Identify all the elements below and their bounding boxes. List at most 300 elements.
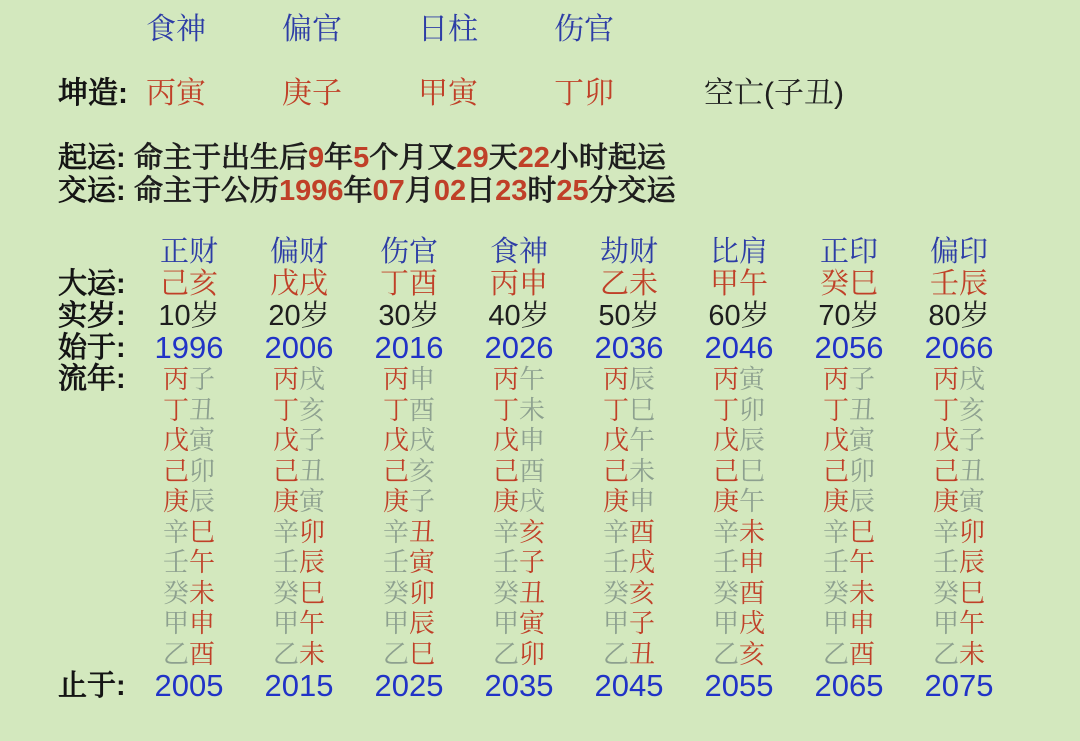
liunian-branch: 辰 (299, 547, 326, 577)
liunian-branch: 申 (629, 486, 656, 516)
liunian-pillar-1-3 (244, 456, 354, 487)
shiyu-year-4: 2036 (594, 330, 664, 365)
liunian-branch: 子 (409, 486, 436, 516)
liunian-stem: 乙 (492, 638, 519, 669)
liunian-branch: 巳 (299, 577, 326, 608)
shiyu-label: 始于: (58, 332, 126, 364)
liunian-branch: 未 (849, 577, 876, 608)
liunian-pillar-7-9 (904, 639, 1014, 670)
natal-shishen-0: 食神 (146, 13, 206, 46)
liunian-stem: 己 (712, 455, 739, 486)
liunian-stem: 乙 (712, 638, 739, 669)
liunian-branch: 未 (739, 516, 766, 547)
liunian-branch: 戌 (739, 608, 766, 638)
segment-2: 年 (324, 142, 354, 174)
liunian-branch: 亥 (629, 577, 656, 608)
liunian-branch: 午 (959, 608, 986, 638)
shiyu-year-5: 2046 (704, 330, 774, 365)
liunian-stem: 丁 (382, 394, 409, 425)
liunian-pillar-4-2 (574, 425, 684, 456)
liunian-branch: 巳 (959, 577, 986, 608)
qiyun-label: 起运: (58, 142, 126, 174)
liunian-stem: 己 (932, 455, 959, 486)
liunian-branch: 申 (739, 547, 766, 577)
liunian-pillar-4-9 (574, 639, 684, 670)
liunian-branch: 卯 (849, 455, 876, 486)
liunian-pillar-4-3 (574, 456, 684, 487)
liunian-pillar-6-8 (794, 608, 904, 639)
liunian-branch: 卯 (959, 516, 986, 547)
liunian-pillar-5-0 (684, 364, 794, 395)
shisui-value-0: 10岁 (158, 300, 220, 332)
liunian-pillar-4-4 (574, 486, 684, 517)
liunian-pillar-5-3 (684, 456, 794, 487)
liunian-stem: 庚 (712, 486, 739, 516)
liunian-stem: 甲 (932, 608, 959, 638)
liunian-pillar-3-9 (464, 639, 574, 670)
liunian-stem: 癸 (382, 577, 409, 608)
zhiyu-year-3: 2035 (484, 668, 554, 703)
liunian-pillar-2-9 (354, 639, 464, 670)
segment-4: 个月又 (369, 142, 457, 174)
segment-6: 天 (488, 142, 518, 174)
liunian-pillar-5-2 (684, 425, 794, 456)
liunian-branch: 午 (519, 364, 546, 394)
liunian-pillar-0-0 (134, 364, 244, 395)
liunian-pillar-6-1 (794, 395, 904, 426)
liunian-branch: 寅 (189, 425, 216, 455)
dayun-pillar-0: 己亥 (159, 268, 218, 300)
liunian-branch: 寅 (519, 608, 546, 638)
zhiyu-year-6: 2065 (814, 668, 884, 703)
liunian-branch: 午 (189, 547, 216, 577)
liunian-branch: 午 (739, 486, 766, 516)
shisui-row (0, 300, 1080, 332)
zhiyu-label: 止于: (58, 670, 126, 702)
liunian-pillar-3-7 (464, 578, 574, 609)
liunian-pillar-4-7 (574, 578, 684, 609)
segment-7: 23 (495, 175, 528, 207)
liunian-branch: 子 (519, 547, 546, 577)
liunian-branch: 申 (409, 364, 436, 394)
liunian-pillar-5-9 (684, 639, 794, 670)
liunian-branch: 辰 (849, 486, 876, 516)
liunian-stem: 庚 (932, 486, 959, 516)
liunian-pillar-6-6 (794, 547, 904, 578)
liunian-branch: 子 (189, 364, 216, 394)
liunian-branch: 寅 (959, 486, 986, 516)
liunian-branch: 亥 (519, 516, 546, 547)
liunian-pillar-5-6 (684, 547, 794, 578)
liunian-pillar-3-4 (464, 486, 574, 517)
dayun-pillar-7: 壬辰 (929, 268, 988, 300)
natal-pillar-1: 庚子 (282, 77, 342, 110)
dayun-pillar-2: 丁酉 (379, 268, 438, 300)
liunian-stem: 甲 (272, 608, 299, 638)
liunian-pillar-3-5 (464, 517, 574, 548)
qiyun-text (134, 142, 666, 175)
kongwang-note: 空亡(子丑) (704, 77, 844, 110)
liunian-pillar-6-7 (794, 578, 904, 609)
liunian-pillar-6-3 (794, 456, 904, 487)
liunian-pillar-3-6 (464, 547, 574, 578)
liunian-pillar-0-4 (134, 486, 244, 517)
liunian-pillar-6-5 (794, 517, 904, 548)
liunian-branch: 子 (299, 425, 326, 455)
liunian-branch: 寅 (299, 486, 326, 516)
liunian-pillar-0-7 (134, 578, 244, 609)
segment-9: 25 (556, 175, 589, 207)
dayun-pillar-4: 乙未 (599, 268, 658, 300)
liunian-stem: 癸 (712, 577, 739, 608)
liunian-stem: 甲 (382, 608, 409, 638)
zhiyu-year-1: 2015 (264, 668, 334, 703)
liunian-pillar-1-9 (244, 639, 354, 670)
segment-5: 29 (456, 142, 489, 174)
liunian-branch: 丑 (299, 455, 326, 486)
shiyu-year-3: 2026 (484, 330, 554, 365)
liunian-branch: 午 (629, 425, 656, 455)
liunian-stem: 甲 (712, 608, 739, 638)
liunian-label: 流年: (58, 363, 126, 395)
segment-0: 命主于出生后 (134, 142, 309, 174)
zhiyu-year-4: 2045 (594, 668, 664, 703)
liunian-stem: 丁 (602, 394, 629, 425)
zhiyu-row (0, 669, 1080, 703)
liunian-pillar-3-8 (464, 608, 574, 639)
liunian-branch: 巳 (849, 516, 876, 547)
liunian-branch: 辰 (409, 608, 436, 638)
liunian-stem: 庚 (382, 486, 409, 516)
shiyu-year-7: 2066 (924, 330, 994, 365)
liunian-stem: 乙 (822, 638, 849, 669)
liunian-stem: 壬 (272, 547, 299, 577)
kunzao-label: 坤造: (58, 77, 128, 110)
liunian-branch: 辰 (959, 547, 986, 577)
liunian-column-2 (354, 364, 464, 669)
liunian-pillar-3-3 (464, 456, 574, 487)
liunian-pillar-2-6 (354, 547, 464, 578)
liunian-pillar-6-4 (794, 486, 904, 517)
liunian-branch: 亥 (739, 638, 766, 669)
liunian-pillar-3-2 (464, 425, 574, 456)
liunian-branch: 未 (959, 638, 986, 669)
natal-shishen-row (0, 0, 1080, 48)
natal-shishen-2: 日柱 (418, 13, 478, 46)
dayun-shishen-3: 食神 (489, 236, 548, 268)
liunian-stem: 戊 (602, 425, 629, 455)
natal-pillar-3: 丁卯 (554, 77, 614, 110)
liunian-stem: 甲 (822, 608, 849, 638)
liunian-branch: 寅 (739, 364, 766, 394)
liunian-pillar-1-1 (244, 395, 354, 426)
liunian-pillar-1-5 (244, 517, 354, 548)
liunian-branch: 丑 (189, 394, 216, 425)
liunian-pillar-0-3 (134, 456, 244, 487)
dayun-shishen-6: 正印 (819, 236, 878, 268)
liunian-stem: 庚 (822, 486, 849, 516)
liunian-branch: 酉 (189, 638, 216, 669)
liunian-branch: 戌 (299, 364, 326, 394)
liunian-pillar-1-0 (244, 364, 354, 395)
liunian-branch: 丑 (849, 394, 876, 425)
liunian-stem: 乙 (602, 638, 629, 669)
liunian-branch: 亥 (299, 394, 326, 425)
liunian-pillar-5-4 (684, 486, 794, 517)
liunian-stem: 戊 (822, 425, 849, 455)
liunian-pillar-4-1 (574, 395, 684, 426)
liunian-stem: 壬 (932, 547, 959, 577)
liunian-stem: 辛 (272, 516, 299, 547)
dayun-row (0, 268, 1080, 300)
liunian-stem: 丁 (272, 394, 299, 425)
liunian-stem: 己 (492, 455, 519, 486)
liunian-pillar-2-0 (354, 364, 464, 395)
natal-pillars-row (0, 76, 1080, 112)
liunian-pillar-7-4 (904, 486, 1014, 517)
liunian-stem: 戊 (382, 425, 409, 455)
liunian-stem: 戊 (492, 425, 519, 455)
jiaoyun-text (134, 175, 676, 208)
liunian-stem: 戊 (712, 425, 739, 455)
liunian-pillar-0-9 (134, 639, 244, 670)
jiaoyun-label: 交运: (58, 175, 126, 207)
dayun-shishen-5: 比肩 (709, 236, 768, 268)
shiyu-row (0, 332, 1080, 364)
liunian-stem: 丁 (932, 394, 959, 425)
liunian-stem: 辛 (932, 516, 959, 547)
shiyu-year-0: 1996 (154, 330, 224, 365)
liunian-branch: 巳 (629, 394, 656, 425)
liunian-stem: 丙 (932, 364, 959, 394)
liunian-pillar-0-1 (134, 395, 244, 426)
liunian-stem: 丁 (822, 394, 849, 425)
shiyu-year-6: 2056 (814, 330, 884, 365)
liunian-stem: 乙 (932, 638, 959, 669)
liunian-pillar-0-5 (134, 517, 244, 548)
liunian-branch: 申 (849, 608, 876, 638)
segment-8: 时 (527, 175, 557, 207)
liunian-branch: 巳 (189, 516, 216, 547)
liunian-stem: 辛 (822, 516, 849, 547)
natal-pillar-0: 丙寅 (146, 77, 206, 110)
liunian-pillar-6-0 (794, 364, 904, 395)
jiaoyun-row (0, 175, 1080, 208)
liunian-stem: 辛 (382, 516, 409, 547)
liunian-stem: 己 (382, 455, 409, 486)
liunian-branch: 丑 (959, 455, 986, 486)
natal-shishen-1: 偏官 (282, 13, 342, 46)
liunian-pillar-7-0 (904, 364, 1014, 395)
segment-5: 02 (433, 175, 467, 207)
dayun-pillar-6: 癸巳 (819, 268, 878, 300)
liunian-stem: 丁 (162, 394, 189, 425)
liunian-stem: 己 (822, 455, 849, 486)
liunian-stem: 己 (602, 455, 629, 486)
liunian-branch: 卯 (299, 516, 326, 547)
liunian-stem: 辛 (492, 516, 519, 547)
liunian-branch: 巳 (409, 638, 436, 669)
liunian-branch: 丑 (409, 516, 436, 547)
liunian-stem: 癸 (492, 577, 519, 608)
liunian-column-7 (904, 364, 1014, 669)
liunian-stem: 壬 (162, 547, 189, 577)
segment-2: 年 (343, 175, 373, 207)
liunian-stem: 戊 (932, 425, 959, 455)
liunian-pillar-1-4 (244, 486, 354, 517)
liunian-branch: 未 (299, 638, 326, 669)
liunian-pillar-7-1 (904, 395, 1014, 426)
zhiyu-year-0: 2005 (154, 668, 224, 703)
liunian-branch: 子 (849, 364, 876, 394)
liunian-stem: 癸 (272, 577, 299, 608)
natal-shishen-3: 伤官 (554, 13, 614, 46)
liunian-pillar-0-2 (134, 425, 244, 456)
zhiyu-year-5: 2055 (704, 668, 774, 703)
liunian-pillar-3-0 (464, 364, 574, 395)
liunian-pillar-2-2 (354, 425, 464, 456)
liunian-stem: 庚 (272, 486, 299, 516)
liunian-pillar-2-5 (354, 517, 464, 548)
liunian-stem: 癸 (822, 577, 849, 608)
liunian-branch: 酉 (849, 638, 876, 669)
liunian-stem: 丙 (382, 364, 409, 394)
liunian-branch: 戌 (519, 486, 546, 516)
liunian-branch: 子 (629, 608, 656, 638)
liunian-pillar-5-5 (684, 517, 794, 548)
liunian-branch: 未 (629, 455, 656, 486)
liunian-stem: 壬 (382, 547, 409, 577)
liunian-stem: 丙 (492, 364, 519, 394)
segment-7: 22 (517, 142, 550, 174)
liunian-branch: 卯 (519, 638, 546, 669)
liunian-branch: 巳 (739, 455, 766, 486)
liunian-pillar-7-7 (904, 578, 1014, 609)
shiyu-year-2: 2016 (374, 330, 444, 365)
dayun-label: 大运: (58, 268, 126, 300)
dayun-shishen-7: 偏印 (929, 236, 988, 268)
dayun-pillar-5: 甲午 (709, 268, 768, 300)
liunian-stem: 癸 (932, 577, 959, 608)
segment-8: 小时起运 (549, 142, 666, 174)
shisui-value-4: 50岁 (598, 300, 660, 332)
liunian-branch: 午 (299, 608, 326, 638)
segment-3: 5 (353, 142, 370, 174)
liunian-stem: 壬 (712, 547, 739, 577)
segment-3: 07 (372, 175, 405, 207)
liunian-branch: 卯 (189, 455, 216, 486)
liunian-stem: 甲 (602, 608, 629, 638)
liunian-pillar-1-6 (244, 547, 354, 578)
liunian-branch: 卯 (409, 577, 436, 608)
liunian-pillar-7-8 (904, 608, 1014, 639)
liunian-stem: 戊 (162, 425, 189, 455)
liunian-pillar-4-6 (574, 547, 684, 578)
dayun-shishen-1: 偏财 (269, 236, 328, 268)
liunian-column-6 (794, 364, 904, 669)
liunian-stem: 丙 (162, 364, 189, 394)
liunian-pillar-2-4 (354, 486, 464, 517)
liunian-pillar-7-6 (904, 547, 1014, 578)
liunian-pillar-0-6 (134, 547, 244, 578)
liunian-stem: 庚 (602, 486, 629, 516)
zhiyu-year-2: 2025 (374, 668, 444, 703)
liunian-column-0 (134, 364, 244, 669)
natal-pillar-2: 甲寅 (418, 77, 478, 110)
liunian-branch: 申 (189, 608, 216, 638)
liunian-column-5 (684, 364, 794, 669)
liunian-branch: 酉 (629, 516, 656, 547)
zhiyu-year-7: 2075 (924, 668, 994, 703)
liunian-branch: 辰 (739, 425, 766, 455)
liunian-stem: 癸 (602, 577, 629, 608)
dayun-shishen-2: 伤官 (379, 236, 438, 268)
liunian-pillar-7-2 (904, 425, 1014, 456)
liunian-stem: 庚 (492, 486, 519, 516)
liunian-branch: 子 (959, 425, 986, 455)
shisui-value-3: 40岁 (488, 300, 550, 332)
liunian-branch: 酉 (409, 394, 436, 425)
liunian-branch: 戌 (629, 547, 656, 577)
dayun-shishen-0: 正财 (159, 236, 218, 268)
liunian-pillar-7-3 (904, 456, 1014, 487)
liunian-stem: 乙 (162, 638, 189, 669)
dayun-pillar-1: 戊戌 (269, 268, 328, 300)
liunian-stem: 壬 (602, 547, 629, 577)
liunian-stem: 辛 (712, 516, 739, 547)
liunian-branch: 丑 (629, 638, 656, 669)
liunian-pillar-6-2 (794, 425, 904, 456)
liunian-pillar-4-0 (574, 364, 684, 395)
shiyu-year-1: 2006 (264, 330, 334, 365)
segment-10: 分交运 (588, 175, 676, 207)
segment-1: 9 (308, 142, 325, 174)
liunian-branch: 未 (519, 394, 546, 425)
shisui-value-2: 30岁 (378, 300, 440, 332)
liunian-branch: 申 (519, 425, 546, 455)
shisui-value-6: 70岁 (818, 300, 880, 332)
liunian-stem: 辛 (162, 516, 189, 547)
liunian-branch: 亥 (959, 394, 986, 425)
liunian-pillar-2-7 (354, 578, 464, 609)
liunian-stem: 丙 (602, 364, 629, 394)
liunian-stem: 甲 (492, 608, 519, 638)
liunian-pillar-1-7 (244, 578, 354, 609)
liunian-pillar-1-8 (244, 608, 354, 639)
liunian-pillar-2-8 (354, 608, 464, 639)
liunian-branch: 辰 (629, 364, 656, 394)
liunian-branch: 丑 (519, 577, 546, 608)
liunian-stem: 己 (272, 455, 299, 486)
liunian-pillar-2-3 (354, 456, 464, 487)
liunian-pillar-4-8 (574, 608, 684, 639)
liunian-branch: 酉 (739, 577, 766, 608)
liunian-stem: 丁 (712, 394, 739, 425)
liunian-pillar-3-1 (464, 395, 574, 426)
liunian-branch: 戌 (409, 425, 436, 455)
liunian-column-3 (464, 364, 574, 669)
segment-1: 1996 (279, 175, 344, 207)
liunian-branch: 寅 (849, 425, 876, 455)
qiyun-row (0, 142, 1080, 175)
shisui-value-1: 20岁 (268, 300, 330, 332)
liunian-stem: 丙 (272, 364, 299, 394)
segment-6: 日 (466, 175, 496, 207)
segment-0: 命主于公历 (134, 175, 280, 207)
shisui-value-5: 60岁 (708, 300, 770, 332)
liunian-column-1 (244, 364, 354, 669)
segment-4: 月 (404, 175, 434, 207)
